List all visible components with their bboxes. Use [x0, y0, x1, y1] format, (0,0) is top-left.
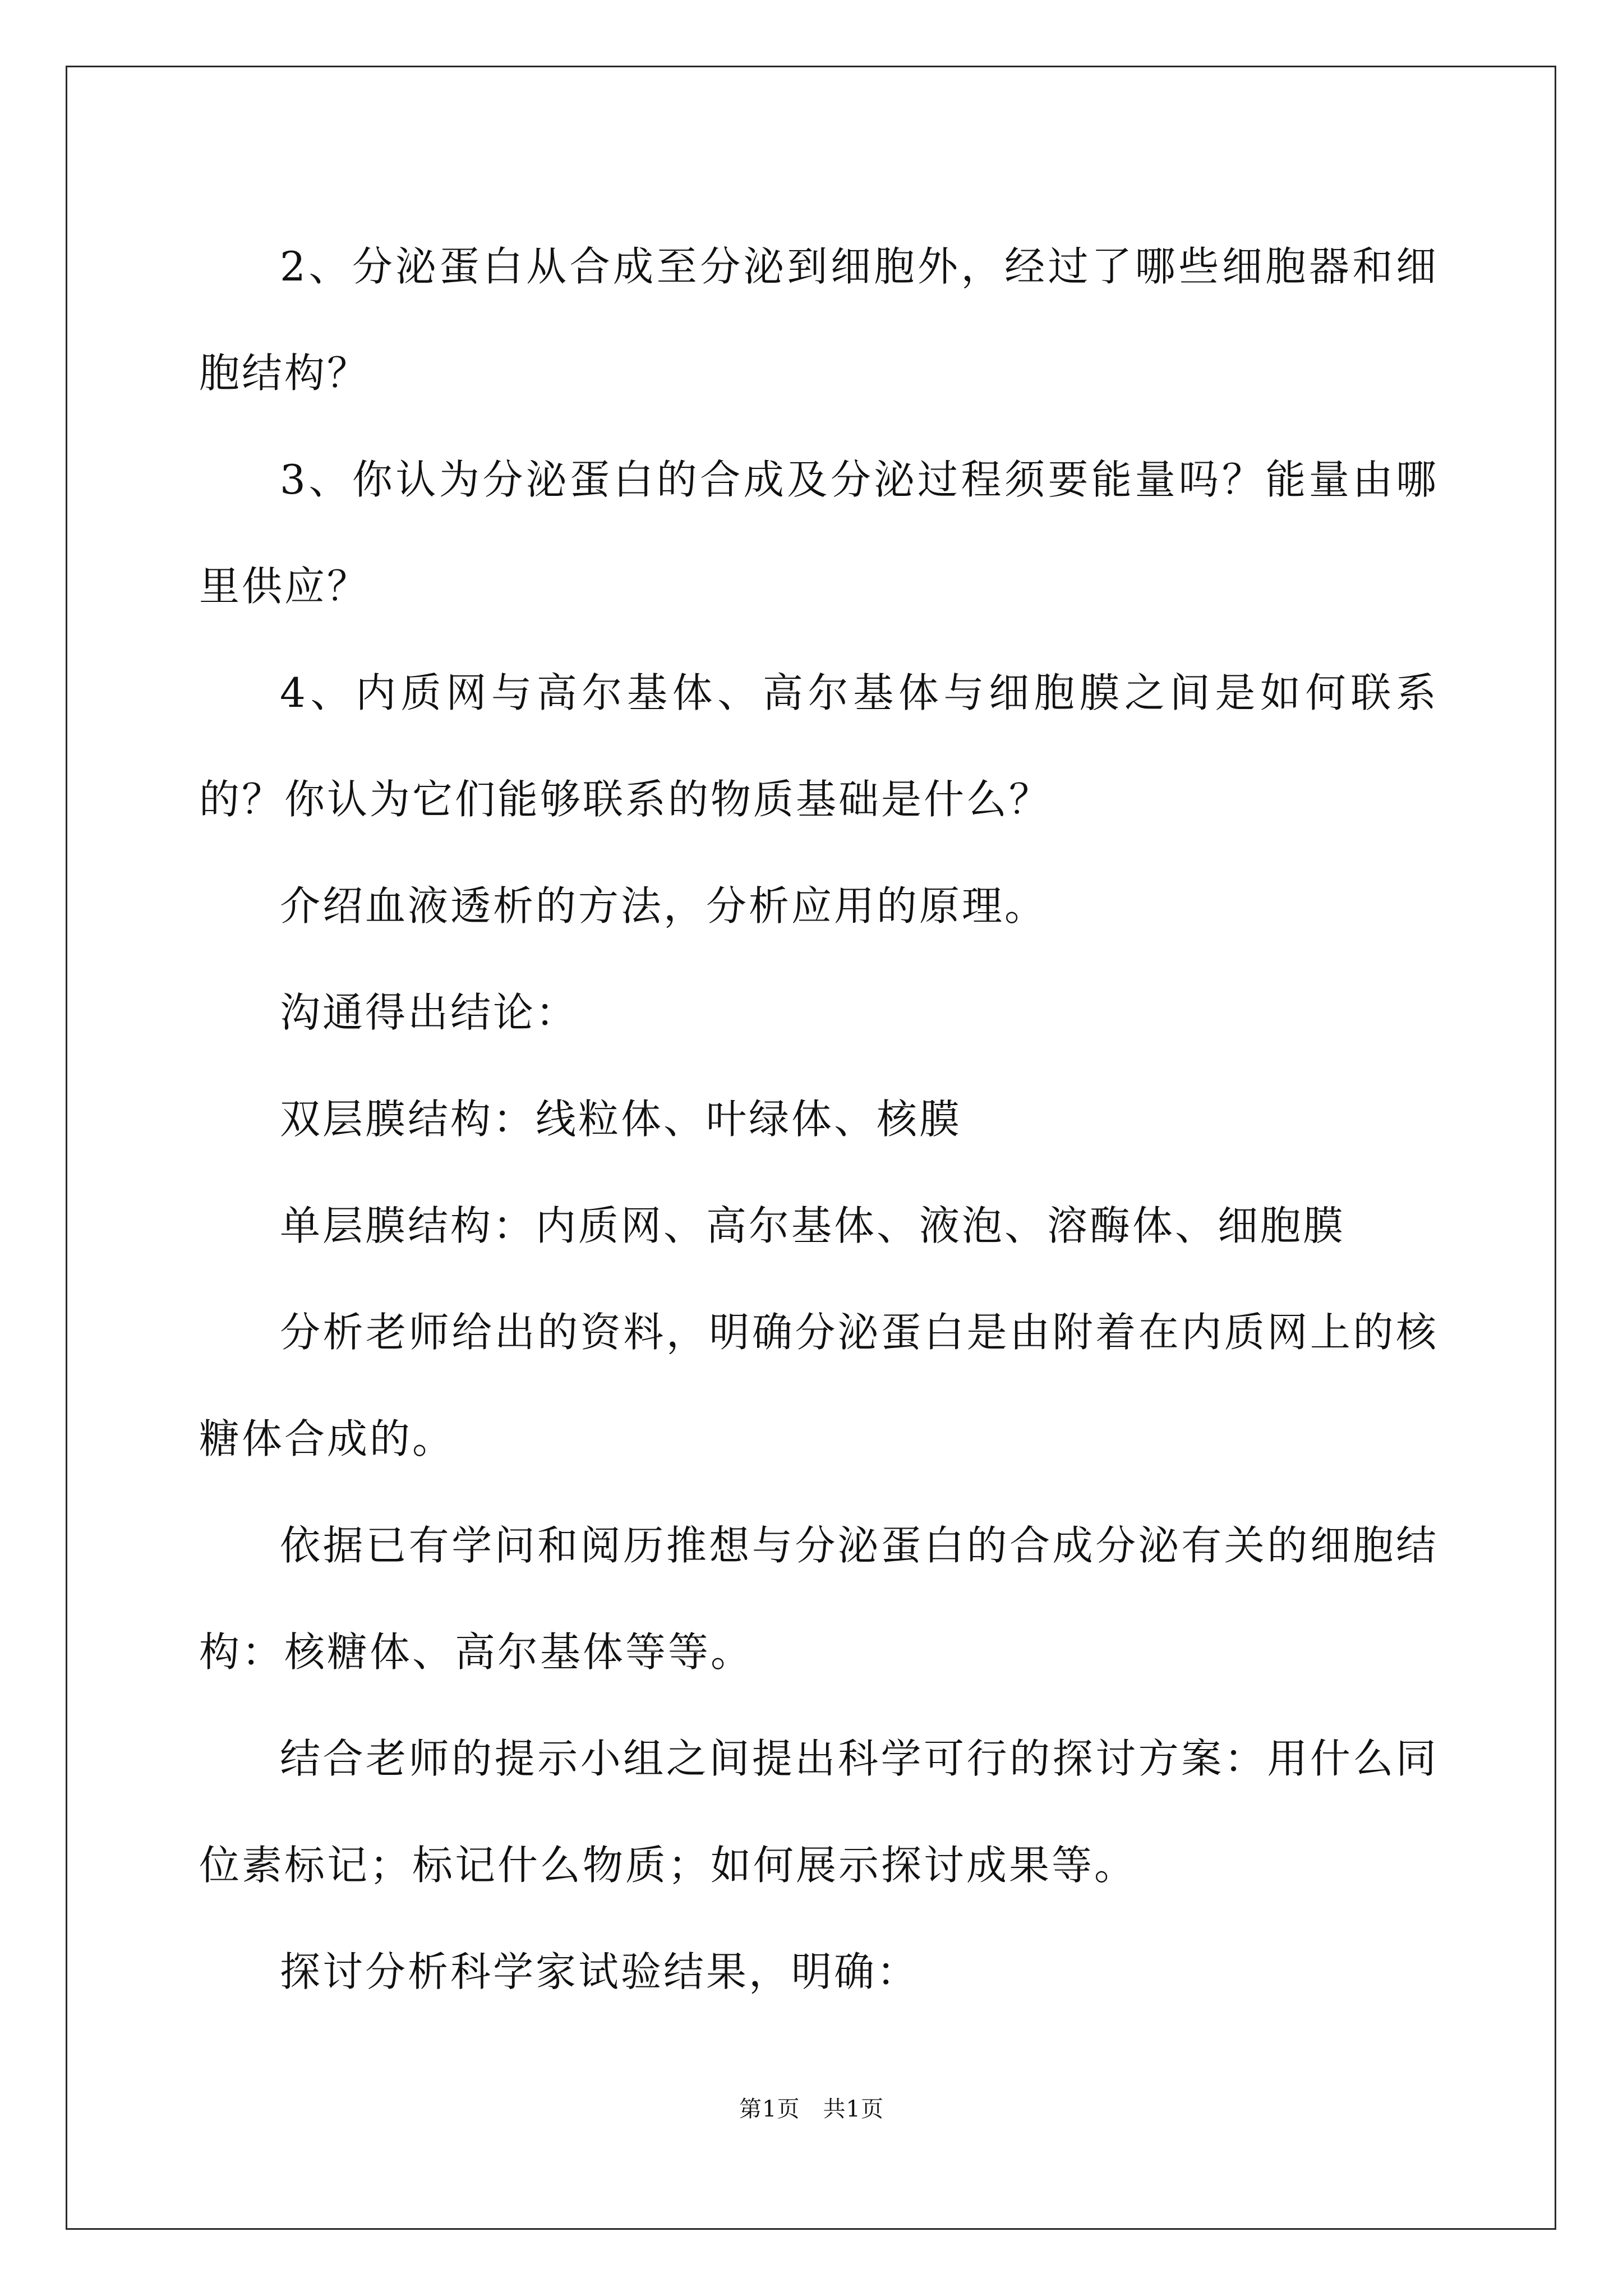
- isotope-plan-paragraph: 结合老师的提示小组之间提出科学可行的探讨方案：用什么同位素标记；标记什么物质；如何展示探讨成果等。: [199, 1735, 1438, 1889]
- results-analysis-paragraph: 探讨分析科学家试验结果，明确：: [280, 1948, 920, 1995]
- dialysis-paragraph: 介绍血液透析的方法，分析应用的原理。: [280, 882, 1048, 930]
- single-membrane-paragraph: 单层膜结构：内质网、高尔基体、液泡、溶酶体、细胞膜: [280, 1202, 1346, 1249]
- hypothesis-paragraph: 依据已有学问和阅历推想与分泌蛋白的合成分泌有关的细胞结构：核糖体、高尔基体等等。: [199, 1522, 1438, 1676]
- question-4-paragraph: 4、内质网与高尔基体、高尔基体与细胞膜之间是如何联系的？你认为它们能够联系的物质基础是什么？: [199, 669, 1438, 823]
- document-body: [199, 213, 1438, 2025]
- question-3-paragraph: 3、你认为分泌蛋白的合成及分泌过程须要能量吗？能量由哪里供应？: [199, 456, 1438, 610]
- double-membrane-paragraph: 双层膜结构：线粒体、叶绿体、核膜: [280, 1096, 962, 1143]
- page-number-footer: 第1页 共1页: [739, 2096, 884, 2122]
- question-2-paragraph: 2、分泌蛋白从合成至分泌到细胞外，经过了哪些细胞器和细胞结构？: [199, 243, 1438, 397]
- conclusion-heading-paragraph: 沟通得出结论：: [280, 989, 579, 1036]
- ribosome-synthesis-paragraph: 分析老师给出的资料，明确分泌蛋白是由附着在内质网上的核糖体合成的。: [199, 1309, 1438, 1462]
